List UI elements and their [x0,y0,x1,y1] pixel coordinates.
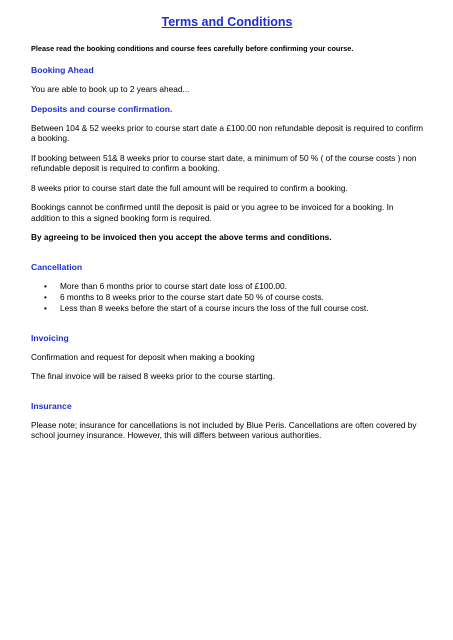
section-spacer [31,391,423,401]
list-item-text: Less than 8 weeks before the start of a course incurs the loss of the full course cost. [60,302,369,313]
insurance-paragraph: Please note; insurance for cancellations is not included by Blue Peris. Cancellations are often covered by school journey insurance. However, this will differs between various authorities. [31,419,417,440]
invoicing-heading: Invoicing [31,332,69,343]
booking-ahead-heading: Booking Ahead [31,65,94,75]
cancellation-heading: Cancellation [31,261,83,272]
deposits-paragraph-1: Between 104 & 52 weeks prior to course start date a £100.00 non refundable deposit is required to confirm a booking. [31,122,423,143]
bullet-icon: • [44,280,47,291]
invoicing-paragraph-1: Confirmation and request for deposit when making a booking [31,351,255,362]
deposits-paragraph-2: If booking between 51& 8 weeks prior to course start date, a minimum of 50 % ( of the course costs ) non refundable deposit is required to confirm a booking. [31,152,417,173]
bullet-icon: • [44,291,47,302]
insurance-heading: Insurance [31,400,72,411]
page-title: Terms and Conditions [161,15,293,29]
deposits-heading: Deposits and course confirmation. [31,103,173,114]
list-item [31,292,423,303]
terms-document [31,14,423,450]
list-item [31,281,423,292]
cancellation-list [31,281,423,314]
intro-notice: Please read the booking conditions and course fees carefully before confirming your course. [31,44,354,53]
invoicing-paragraph-2: The final invoice will be raised 8 weeks prior to the course starting. [31,371,275,381]
deposits-paragraph-3: 8 weeks prior to course start date the full amount will be required to confirm a booking. [31,182,348,193]
deposits-paragraph-4: Bookings cannot be confirmed until the deposit is paid or you agree to be invoiced for a booking. In addition to this a signed booking form is required. [31,202,394,223]
section-spacer [31,323,423,333]
list-item [31,303,423,314]
list-item-text: 6 months to 8 weeks prior to the course start date 50 % of course costs. [60,291,324,302]
deposits-agreement: By agreeing to be invoiced then you accept the above terms and conditions. [31,232,332,242]
booking-ahead-text: You are able to book up to 2 years ahead... [31,84,190,94]
bullet-icon: • [44,302,47,313]
list-item-text: More than 6 months prior to course start date loss of £100.00. [60,280,287,291]
section-spacer [31,252,423,262]
